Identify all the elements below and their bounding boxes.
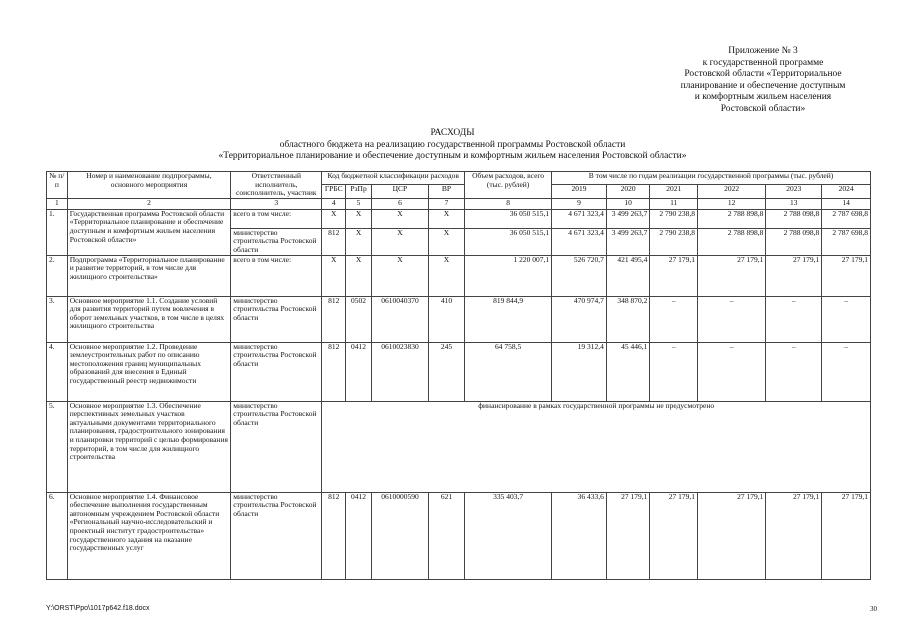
expenses-table [46, 171, 871, 580]
cell-value: X [372, 228, 428, 238]
column-number-row [47, 198, 871, 209]
appendix-line: и комфортным жильем населения [694, 92, 832, 103]
row-year: 19 312,4 [552, 342, 607, 401]
header-vr: ВР [428, 185, 464, 198]
row-year: – [698, 342, 766, 401]
row-year: 27 179,1 [822, 492, 871, 579]
row-year: – [822, 296, 871, 342]
document-heading [0, 128, 905, 163]
header-year: 2024 [822, 185, 871, 198]
row-name: Основное мероприятие 1.4. Финансовое обеспечение выполнения государственным автономным учреждением Ростовской области «Региональный научно-исследовательский и проектный институт градостроительства» государственного задания на оказание государственных услуг [67, 492, 231, 579]
row-year: 27 179,1 [698, 492, 766, 579]
funding-note [322, 401, 871, 492]
table-row [47, 209, 871, 255]
row-year: – [650, 296, 698, 342]
cell-value: X [355, 209, 362, 218]
cell-value: X [331, 209, 337, 218]
cell-value: X [346, 228, 371, 238]
cell-value: 3 499 263,7 [607, 228, 649, 238]
cell-value: 36 050 515,1 [465, 228, 551, 238]
cell-value: 2 790 238,8 [659, 209, 695, 218]
col-number: 8 [465, 198, 552, 209]
row-year [650, 209, 698, 255]
row-grbs: 812 [322, 296, 346, 342]
col-number: 12 [698, 198, 766, 209]
row-year: 27 179,1 [822, 255, 871, 296]
row-rzpr [346, 209, 372, 255]
row-year [766, 209, 822, 255]
cell-value: 2 788 098,8 [766, 228, 821, 238]
row-csr [371, 209, 428, 255]
header-num: № п/п [47, 172, 68, 199]
table-row [47, 401, 871, 492]
row-grbs: 812 [322, 342, 346, 401]
header-name: Номер и наименование подпрограммы, основного мероприятия [67, 172, 231, 199]
heading-program-name: «Территориальное планирование и обеспечение доступным и комфортным жильем населения Ростовской области» [218, 151, 687, 161]
col-number: 14 [822, 198, 871, 209]
header-year: 2023 [766, 185, 822, 198]
row-grbs: 812 [322, 492, 346, 579]
cell-value: X [429, 228, 464, 238]
header-csr: ЦСР [371, 185, 428, 198]
row-year [698, 209, 766, 255]
row-num: 6. [47, 492, 68, 579]
row-responsible: министерство строительства Ростовской области [231, 296, 322, 342]
row-year: 36 433,6 [552, 492, 607, 579]
heading-title: РАСХОДЫ [430, 128, 475, 138]
col-number: 6 [371, 198, 428, 209]
header-year: 2019 [552, 185, 607, 198]
appendix-line: планирование и обеспечение доступным [680, 80, 846, 91]
cell-value: 2 788 898,8 [727, 209, 764, 218]
cell-value: X [397, 209, 403, 218]
row-csr: X [371, 255, 428, 296]
row-total: 819 844,9 [465, 296, 552, 342]
row-name: Основное мероприятие 1.1. Создание условий для развития территорий путем вовлечения в оборот земельных участков, в том числе в целях жилищного строительства [67, 296, 231, 342]
col-number: 9 [552, 198, 607, 209]
row-num: 1. [47, 209, 68, 255]
row-responsible: всего в том числе: [231, 255, 322, 296]
row-year: 27 179,1 [698, 255, 766, 296]
col-number: 10 [606, 198, 649, 209]
table-row [47, 342, 871, 401]
col-number: 3 [231, 198, 322, 209]
row-num: 4. [47, 342, 68, 401]
row-num: 3. [47, 296, 68, 342]
row-year: – [650, 342, 698, 401]
row-grbs: X [322, 255, 346, 296]
row-year: 348 870,2 [606, 296, 649, 342]
heading-subtitle: областного бюджета на реализацию государственной программы Ростовской области [279, 139, 626, 150]
funding-note-text: финансирование в рамках государственной программы не предусмотрено [478, 401, 715, 410]
row-vr: 621 [428, 492, 464, 579]
row-rzpr: 0412 [346, 492, 372, 579]
cell-value: 2 788 898,8 [698, 228, 765, 238]
row-year [606, 209, 649, 255]
row-responsible-a: всего в том числе: [233, 209, 292, 218]
col-number: 11 [650, 198, 698, 209]
cell-value: 4 671 323,4 [552, 228, 606, 238]
cell-value: 36 050 515,1 [509, 209, 550, 218]
cell-value: 2 788 098,8 [783, 209, 820, 218]
header-code-group: Код бюджетной классификации расходов [322, 172, 465, 185]
row-num: 2. [47, 255, 68, 296]
row-responsible-b: министерство строительства Ростовской области [231, 228, 321, 255]
row-vr: 410 [428, 296, 464, 342]
row-year: 27 179,1 [766, 255, 822, 296]
row-year: – [766, 296, 822, 342]
row-csr: 0610040370 [371, 296, 428, 342]
row-year: – [698, 296, 766, 342]
row-year: 470 974,7 [552, 296, 607, 342]
row-year: – [822, 342, 871, 401]
col-number: 13 [766, 198, 822, 209]
header-responsible: Ответственный исполнитель, соисполнитель, участник [231, 172, 322, 199]
row-responsible: министерство строительства Ростовской области [231, 401, 322, 492]
header-year: 2021 [650, 185, 698, 198]
row-vr [428, 209, 464, 255]
row-csr: 0610023830 [371, 342, 428, 401]
table-row [47, 492, 871, 579]
row-year: 421 495,4 [606, 255, 649, 296]
row-name: Основное мероприятие 1.3. Обеспечение перспективных земельных участков актуальными документами территориального планирования, градостроительного зонирования и планировки территорий с целью формирования территорий, в том числе для жилищного строительства [67, 401, 231, 492]
table-row [47, 296, 871, 342]
row-responsible [231, 209, 322, 255]
row-grbs [322, 209, 346, 255]
row-year [822, 209, 871, 255]
row-rzpr: X [346, 255, 372, 296]
row-rzpr: 0502 [346, 296, 372, 342]
appendix-line: Ростовской области» [720, 103, 806, 114]
appendix-line: Ростовской области «Территориальное [684, 69, 842, 80]
cell-value: 3 499 263,7 [611, 209, 648, 218]
col-number: 7 [428, 198, 464, 209]
row-total: 335 403,7 [465, 492, 552, 579]
row-total: 1 220 007,1 [465, 255, 552, 296]
header-year: 2020 [606, 185, 649, 198]
header-years-group: В том числе по годам реализации государственной программы (тыс. рублей) [552, 172, 871, 185]
row-vr: 245 [428, 342, 464, 401]
row-num: 5. [47, 401, 68, 492]
row-total [465, 209, 552, 255]
cell-value: 812 [322, 228, 345, 238]
row-year [552, 209, 607, 255]
row-rzpr: 0412 [346, 342, 372, 401]
row-name: Государственная программа Ростовской области «Территориальное планирование и обеспечение доступным и комфортным жильем населения Ростовской области» [67, 209, 231, 255]
col-number: 2 [67, 198, 231, 209]
header-year: 2022 [698, 185, 766, 198]
row-responsible: министерство строительства Ростовской области [231, 342, 322, 401]
cell-value: 2 787 698,8 [832, 209, 868, 218]
cell-value: 2 787 698,8 [822, 228, 870, 238]
row-year: – [766, 342, 822, 401]
col-number: 1 [47, 198, 68, 209]
header-total: Объем расходов, всего (тыс. рублей) [465, 172, 552, 199]
appendix-line: Приложение № 3 [728, 46, 798, 56]
row-name: Основное мероприятие 1.2. Проведение землеустроительных работ по описанию местоположения границ муниципальных образований для внесения в Единый государственный реестр недвижимости [67, 342, 231, 401]
cell-value: X [443, 209, 450, 218]
row-year: 45 446,1 [606, 342, 649, 401]
row-year: 526 720,7 [552, 255, 607, 296]
cell-value: 2 790 238,8 [650, 228, 697, 238]
appendix-block [648, 46, 878, 116]
cell-value: 4 671 323,4 [568, 209, 604, 218]
col-number: 5 [346, 198, 372, 209]
row-year: 27 179,1 [650, 255, 698, 296]
page-number: 30 [870, 605, 877, 613]
appendix-line: к государственной программе [702, 57, 824, 68]
col-number: 4 [322, 198, 346, 209]
row-responsible: министерство строительства Ростовской области [231, 492, 322, 579]
row-year: 27 179,1 [766, 492, 822, 579]
header-grbs: ГРБС [322, 185, 346, 198]
row-total: 64 758,5 [465, 342, 552, 401]
row-csr: 0610000590 [371, 492, 428, 579]
row-name: Подпрограмма «Территориальное планирование и развитие территорий, в том числе для жилищного строительства» [67, 255, 231, 296]
footer-file-path: Y:\ORST\Ppo\1017p642.f18.docx [46, 605, 150, 612]
header-rzpr: РзПр [346, 185, 372, 198]
row-year: 27 179,1 [606, 492, 649, 579]
row-vr: X [428, 255, 464, 296]
table-row [47, 255, 871, 296]
row-year: 27 179,1 [650, 492, 698, 579]
